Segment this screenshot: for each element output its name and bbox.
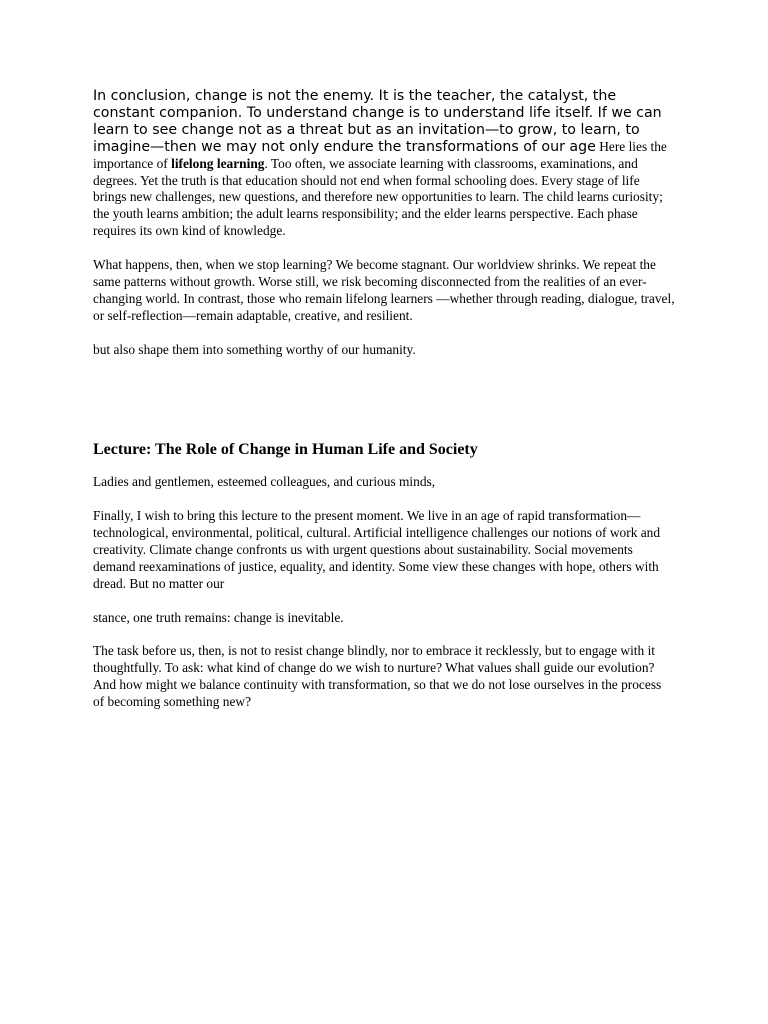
intro-serif-after: . Too often, we associate learning with classrooms, examinations, and degrees. Yet the truth is that education should not end when formal schooling does. Every stage of life brings new challenges, new questions, and therefore new opportunities to learn. The child learns curiosity; the youth learns ambition; the adult learns responsibility; and the elder learns perspective. Each phase requires its own kind of knowledge.: [93, 155, 663, 239]
greeting-paragraph: Ladies and gentlemen, esteemed colleagues, and curious minds,: [93, 474, 436, 490]
intro-sans-text: In conclusion, change is not the enemy. It is the teacher, the catalyst, the constant companion. To understand change is to understand life itself. If we can learn to see change not as a threat but as an invitation—to grow, to learn, to imagine—then we may not only endure the transformations of our age: [93, 88, 662, 155]
present-moment-paragraph: Finally, I wish to bring this lecture to the present moment. We live in an age of rapid transformation—technological, environmental, political, cultural. Artificial intelligence challenges our notions of work and creativity. Climate change confronts us with urgent questions about sustainability. Social movements demand reexaminations of justice, equality, and identity. Some view these changes with hope, others with dread. But no matter our: [93, 508, 661, 591]
intro-paragraph: [93, 88, 675, 240]
fragment-paragraph: but also shape them into something worthy of our humanity.: [93, 341, 416, 357]
section-spacer: [93, 358, 675, 440]
document-page: [93, 88, 675, 711]
lecture-heading: Lecture: The Role of Change in Human Life and Society: [93, 441, 478, 459]
stance-paragraph: stance, one truth remains: change is inevitable.: [93, 609, 344, 625]
task-paragraph: The task before us, then, is not to resist change blindly, nor to embrace it recklessly, but to engage with it thoughtfully. To ask: what kind of change do we wish to nurture? What values shall guide our evolution? And how might we balance continuity with transformation, so that we do not lose ourselves in the process of becoming something new?: [93, 643, 662, 710]
intro-serif-before: Here lies the importance of: [93, 138, 667, 171]
lifelong-learning-term: lifelong learning: [171, 155, 265, 171]
stop-learning-paragraph: What happens, then, when we stop learning? We become stagnant. Our worldview shrinks. We repeat the same patterns without growth. Worse still, we risk becoming disconnected from the realities of an ever-changing world. In contrast, those who remain lifelong learners —whether through reading, dialogue, travel, or self-reflection—remain adaptable, creative, and resilient.: [93, 257, 675, 323]
